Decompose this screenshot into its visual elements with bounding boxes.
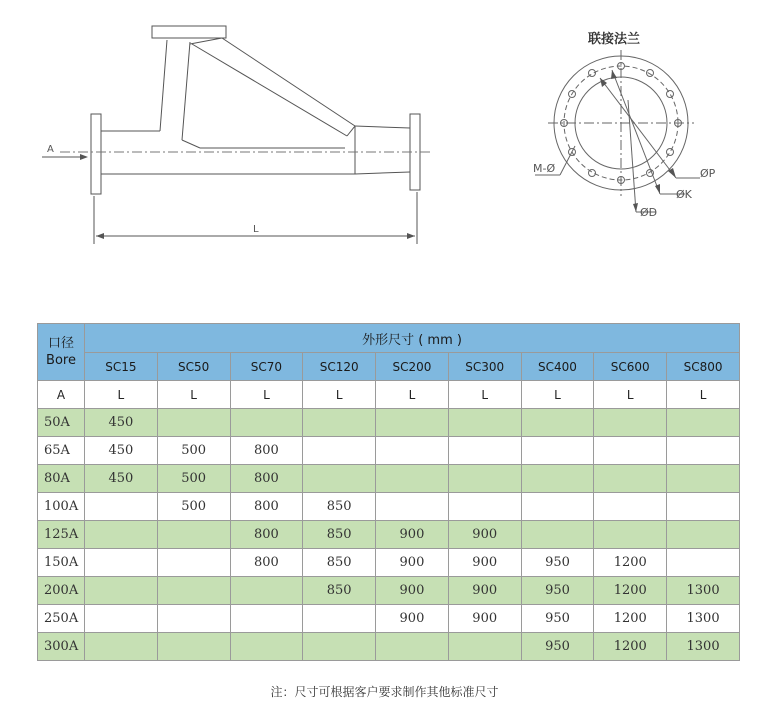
- bore-cell: 250A: [38, 605, 85, 633]
- length-cell: [85, 577, 158, 605]
- bore-cell: 50A: [38, 409, 85, 437]
- length-cell: 900: [448, 577, 521, 605]
- bore-cell: 80A: [38, 465, 85, 493]
- length-cell: 800: [230, 521, 303, 549]
- model-header-row: [38, 353, 740, 381]
- length-cell: 800: [230, 493, 303, 521]
- bore-cell: 150A: [38, 549, 85, 577]
- length-cell: [521, 409, 594, 437]
- length-cell: [230, 409, 303, 437]
- length-cell: [594, 465, 667, 493]
- group-header: 外形尺寸 ( mm ): [85, 324, 740, 353]
- bore-cell: 300A: [38, 633, 85, 661]
- length-cell: [376, 493, 449, 521]
- length-cell: [85, 521, 158, 549]
- length-cell: 1300: [667, 633, 740, 661]
- table-row: [38, 549, 740, 577]
- model-header-sc50: SC50: [157, 353, 230, 381]
- length-cell: 850: [303, 549, 376, 577]
- length-cell: [303, 605, 376, 633]
- length-cell: [376, 409, 449, 437]
- length-cell: [157, 605, 230, 633]
- length-cell: 1200: [594, 633, 667, 661]
- length-cell: [594, 409, 667, 437]
- length-cell: [157, 521, 230, 549]
- length-cell: 800: [230, 465, 303, 493]
- length-cell: [667, 493, 740, 521]
- dimension-table: [37, 323, 740, 661]
- length-cell: [85, 605, 158, 633]
- length-cell: 1200: [594, 577, 667, 605]
- technical-drawing: [0, 0, 769, 300]
- length-arrow-right: [407, 233, 415, 239]
- table-row: [38, 493, 740, 521]
- length-cell: 500: [157, 493, 230, 521]
- length-cell: [448, 493, 521, 521]
- model-header-sc300: SC300: [448, 353, 521, 381]
- length-cell: [667, 437, 740, 465]
- length-cell: [230, 605, 303, 633]
- table-row: [38, 437, 740, 465]
- length-cell: [157, 549, 230, 577]
- length-cell: 1300: [667, 605, 740, 633]
- length-cell: 950: [521, 549, 594, 577]
- model-header-sc600: SC600: [594, 353, 667, 381]
- length-cell: [303, 465, 376, 493]
- strainer-side-view: [91, 26, 420, 244]
- bore-cell: 125A: [38, 521, 85, 549]
- length-cell: [157, 633, 230, 661]
- d-diameter-label: ØD: [640, 206, 658, 219]
- unit-cell: L: [230, 381, 303, 409]
- unit-cell: L: [376, 381, 449, 409]
- unit-row: [38, 381, 740, 409]
- model-header-sc200: SC200: [376, 353, 449, 381]
- length-cell: [85, 549, 158, 577]
- length-cell: [521, 437, 594, 465]
- model-header-sc15: SC15: [85, 353, 158, 381]
- flow-label: A: [47, 144, 54, 155]
- bore-header-en: Bore: [46, 353, 76, 368]
- length-cell: [85, 493, 158, 521]
- table-row: [38, 465, 740, 493]
- length-cell: 900: [448, 549, 521, 577]
- model-header-sc800: SC800: [667, 353, 740, 381]
- length-cell: 950: [521, 633, 594, 661]
- length-label: L: [253, 224, 259, 235]
- length-cell: 800: [230, 549, 303, 577]
- model-header-sc400: SC400: [521, 353, 594, 381]
- model-header-sc70: SC70: [230, 353, 303, 381]
- length-cell: 900: [448, 521, 521, 549]
- length-cell: [157, 409, 230, 437]
- unit-cell: L: [594, 381, 667, 409]
- bore-cell: 200A: [38, 577, 85, 605]
- length-cell: 500: [157, 437, 230, 465]
- bore-header-cn: 口径: [47, 336, 74, 351]
- table-header-row: [38, 324, 740, 353]
- length-cell: [667, 409, 740, 437]
- unit-cell: L: [85, 381, 158, 409]
- flange-title: 联接法兰: [588, 32, 641, 47]
- length-cell: 800: [230, 437, 303, 465]
- length-cell: 900: [448, 605, 521, 633]
- table-row: [38, 633, 740, 661]
- length-cell: [303, 409, 376, 437]
- length-cell: 850: [303, 493, 376, 521]
- unit-cell: L: [448, 381, 521, 409]
- length-cell: 450: [85, 437, 158, 465]
- bore-header-cell: [38, 324, 85, 381]
- length-cell: 900: [376, 521, 449, 549]
- unit-cell: L: [157, 381, 230, 409]
- length-cell: 1300: [667, 577, 740, 605]
- length-cell: [667, 521, 740, 549]
- bore-cell: 100A: [38, 493, 85, 521]
- length-cell: [157, 577, 230, 605]
- k-diameter-label: ØK: [676, 188, 692, 201]
- length-cell: [448, 465, 521, 493]
- length-arrow-left: [96, 233, 104, 239]
- length-cell: [521, 493, 594, 521]
- footer-note: 注：尺寸可根据客户要求制作其他标准尺寸: [270, 685, 499, 699]
- length-cell: 450: [85, 465, 158, 493]
- length-cell: [448, 409, 521, 437]
- unit-cell: L: [667, 381, 740, 409]
- flange-arrowheads: [600, 70, 676, 212]
- length-cell: [667, 549, 740, 577]
- length-cell: [594, 493, 667, 521]
- bore-cell: 65A: [38, 437, 85, 465]
- length-cell: [594, 521, 667, 549]
- length-cell: [448, 437, 521, 465]
- length-cell: [521, 521, 594, 549]
- table-row: [38, 521, 740, 549]
- length-cell: 850: [303, 577, 376, 605]
- model-header-sc120: SC120: [303, 353, 376, 381]
- length-cell: 1200: [594, 549, 667, 577]
- bolt-label: M-Ø: [533, 162, 556, 175]
- length-cell: [230, 633, 303, 661]
- length-cell: [448, 633, 521, 661]
- length-cell: [521, 465, 594, 493]
- unit-cell: L: [303, 381, 376, 409]
- unit-cell: A: [38, 381, 85, 409]
- length-cell: [667, 465, 740, 493]
- length-cell: [85, 633, 158, 661]
- table-row: [38, 577, 740, 605]
- length-cell: [376, 633, 449, 661]
- length-cell: [230, 577, 303, 605]
- table-row: [38, 409, 740, 437]
- length-cell: [303, 633, 376, 661]
- length-cell: 850: [303, 521, 376, 549]
- length-cell: 900: [376, 549, 449, 577]
- length-cell: 500: [157, 465, 230, 493]
- length-cell: 950: [521, 577, 594, 605]
- length-cell: [594, 437, 667, 465]
- p-diameter-label: ØP: [700, 167, 716, 180]
- length-cell: 450: [85, 409, 158, 437]
- length-cell: [303, 437, 376, 465]
- table-row: [38, 605, 740, 633]
- unit-cell: L: [521, 381, 594, 409]
- length-cell: [376, 465, 449, 493]
- length-cell: 950: [521, 605, 594, 633]
- length-cell: 1200: [594, 605, 667, 633]
- length-cell: 900: [376, 577, 449, 605]
- length-cell: [376, 437, 449, 465]
- length-cell: 900: [376, 605, 449, 633]
